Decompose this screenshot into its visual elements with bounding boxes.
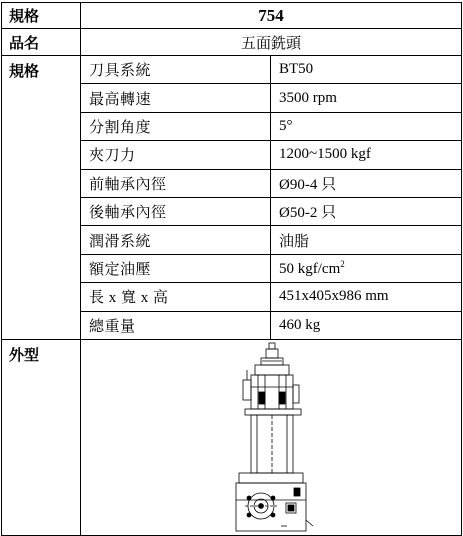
spec-name: 額定油壓	[81, 254, 271, 282]
appearance-label: 外型	[2, 339, 81, 535]
spec-name: 分割角度	[81, 112, 271, 140]
spec-value: BT50	[271, 56, 462, 84]
spec-value: 油脂	[271, 226, 462, 254]
spec-value: Ø50-2 只	[271, 197, 462, 225]
spec-name: 總重量	[81, 311, 271, 339]
spec-row	[2, 56, 462, 84]
spec-name: 最高轉速	[81, 84, 271, 112]
spec-name: 後軸承內徑	[81, 197, 271, 225]
milling-head-drawing	[81, 340, 461, 534]
spec-value-text: 50 kgf/cm	[279, 260, 341, 277]
appearance-drawing-cell	[81, 339, 462, 535]
spec-value: 451x405x986 mm	[271, 283, 462, 311]
model-number: 754	[81, 3, 462, 29]
spec-name: 夾刀力	[81, 141, 271, 169]
spec-name: 潤滑系統	[81, 226, 271, 254]
appearance-row	[2, 339, 462, 535]
header-spec-label: 規格	[2, 3, 81, 29]
product-name: 五面銑頭	[81, 29, 462, 56]
spec-value: 1200~1500 kgf	[271, 141, 462, 169]
spec-value: 5°	[271, 112, 462, 140]
spec-value: 460 kg	[271, 311, 462, 339]
name-row	[2, 29, 462, 56]
spec-value-superscript: 2	[340, 258, 345, 269]
spec-value: Ø90-4 只	[271, 169, 462, 197]
specs-label: 規格	[2, 56, 81, 340]
name-label: 品名	[2, 29, 81, 56]
spec-name: 長 x 寬 x 高	[81, 283, 271, 311]
header-row	[2, 3, 462, 29]
spec-table	[1, 2, 462, 536]
spec-value	[271, 254, 462, 282]
spec-name: 前軸承內徑	[81, 169, 271, 197]
spec-name: 刀具系統	[81, 56, 271, 84]
spec-value: 3500 rpm	[271, 84, 462, 112]
